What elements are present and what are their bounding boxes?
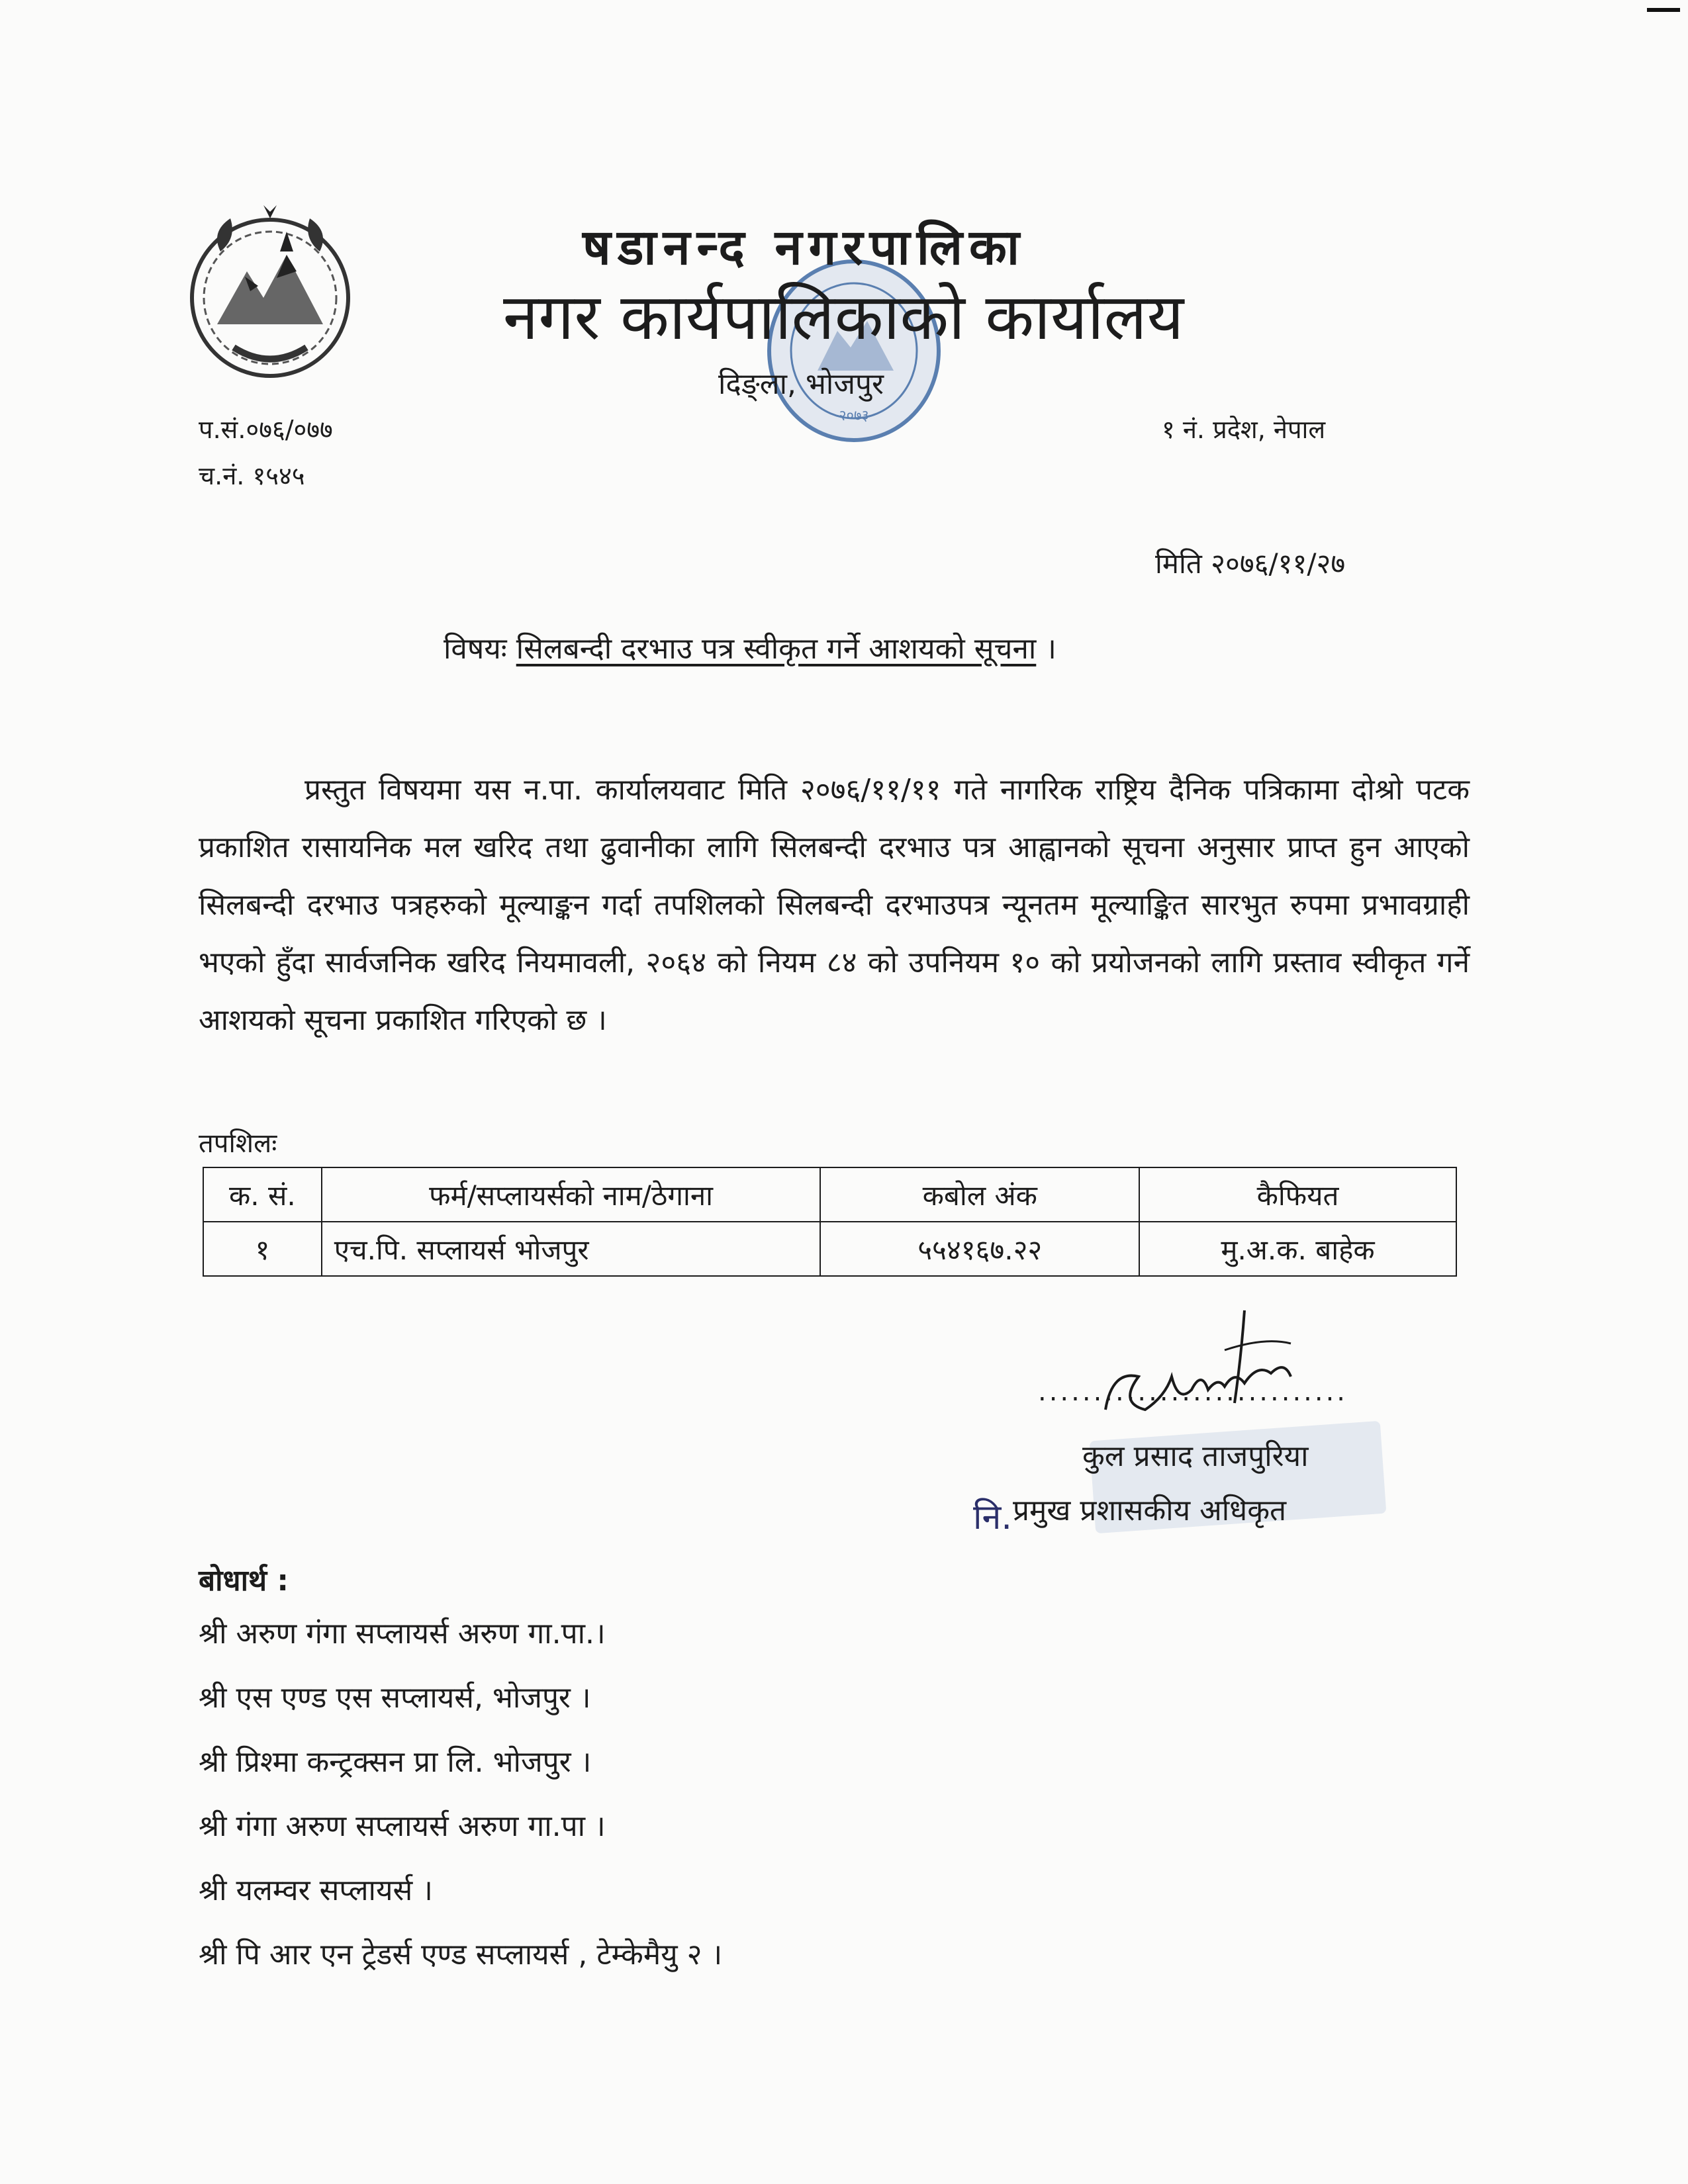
- dispatch-number: च.नं. १५४५: [199, 461, 305, 490]
- bid-schedule-table: [203, 1167, 1457, 1277]
- list-item: श्री प्रिश्मा कन्ट्रक्सन प्रा लि. भोजपुर ।: [199, 1745, 592, 1779]
- signer-name: कुल प्रसाद ताजपुरिया: [1082, 1439, 1309, 1473]
- fiscal-reference: प.सं.०७६/०७७: [199, 415, 333, 444]
- header-bid-amount: कबोल अंक: [820, 1167, 1139, 1222]
- list-item: श्री गंगा अरुण सप्लायर्स अरुण गा.पा ।: [199, 1809, 606, 1843]
- handwritten-signature: [1092, 1297, 1311, 1449]
- svg-text:२०७३: २०७३: [839, 408, 869, 424]
- notice-body: प्रस्तुत विषयमा यस न.पा. कार्यालयवाट मिति २०७६/११/११ गते नागरिक राष्ट्रिय दैनिक पत्रिकामा दोश्रो पटक प्रकाशित रासायनिक मल खरिद तथा ढुवानीका लागि सिलबन्दी दरभाउ पत्र आह्वानको सूचना अनुसार प्राप्त हुन आएको सिलबन्दी दरभाउ पत्रहरुको मूल्याङ्कन गर्दा तपशिलको सिलबन्दी दरभाउपत्र न्यूनतम मूल्याङ्कित सारभुत रुपमा प्रभावग्राही भएको हुँदा सार्वजनिक खरिद नियमावली, २०६४ को नियम ८४ को उपनियम १० को प्रयोजनको लागि प्रस्ताव स्वीकृत गर्ने आशयको सूचना प्रकाशित गरिएको छ ।: [199, 773, 1470, 1037]
- schedule-label: तपशिलः: [199, 1128, 277, 1159]
- office-name: नगर कार्यपालिकाको कार्यालय: [503, 280, 1184, 354]
- table-header-row: [203, 1167, 1456, 1222]
- cell-firm: एच.पि. सप्लायर्स भोजपुर: [322, 1222, 821, 1276]
- signature-prefix-mark: नि.: [973, 1498, 1012, 1537]
- subject-text: सिलबन्दी दरभाउ पत्र स्वीकृत गर्ने आशयको सूचना: [516, 632, 1037, 666]
- list-item: श्री अरुण गंगा सप्लायर्स अरुण गा.पा.।: [199, 1617, 606, 1651]
- cell-remarks: मु.अ.क. बाहेक: [1139, 1222, 1456, 1276]
- header-remarks: कैफियत: [1139, 1167, 1456, 1222]
- letter-date: मिति २०७६/११/२७: [1155, 547, 1346, 580]
- scan-edge-mark: [1647, 8, 1680, 12]
- subject-line: [444, 627, 1056, 667]
- cc-recipient-list: [199, 1602, 722, 1987]
- cc-label: बोधार्थ :: [199, 1564, 289, 1598]
- municipality-name: षडानन्द नगरपालिका: [583, 219, 1027, 276]
- list-item: श्री पि आर एन ट्रेडर्स एण्ड सप्लायर्स , टेम्केमैयु २ ।: [199, 1938, 723, 1972]
- office-location: दिङ्ला, भोजपुर: [718, 367, 884, 401]
- list-item: श्री एस एण्ड एस सप्लायर्स, भोजपुर ।: [199, 1681, 591, 1715]
- table-row: [203, 1222, 1456, 1276]
- province-label: १ नं. प्रदेश, नेपाल: [1162, 415, 1326, 444]
- nepal-emblem-icon: [171, 192, 369, 390]
- subject-prefix: विषयः: [444, 632, 507, 666]
- list-item: श्री यलम्वर सप्लायर्स ।: [199, 1874, 433, 1907]
- header-serial: क. सं.: [203, 1167, 322, 1222]
- header-firm: फर्म/सप्लायर्सको नाम/ठेगाना: [322, 1167, 821, 1222]
- cell-serial: १: [203, 1222, 322, 1276]
- cell-bid-amount: ५५४१६७.२२: [820, 1222, 1139, 1276]
- signer-designation: प्रमुख प्रशासकीय अधिकृत: [1013, 1494, 1287, 1527]
- subject-end: ।: [1045, 632, 1056, 666]
- signature-dots: ............................: [1038, 1377, 1348, 1407]
